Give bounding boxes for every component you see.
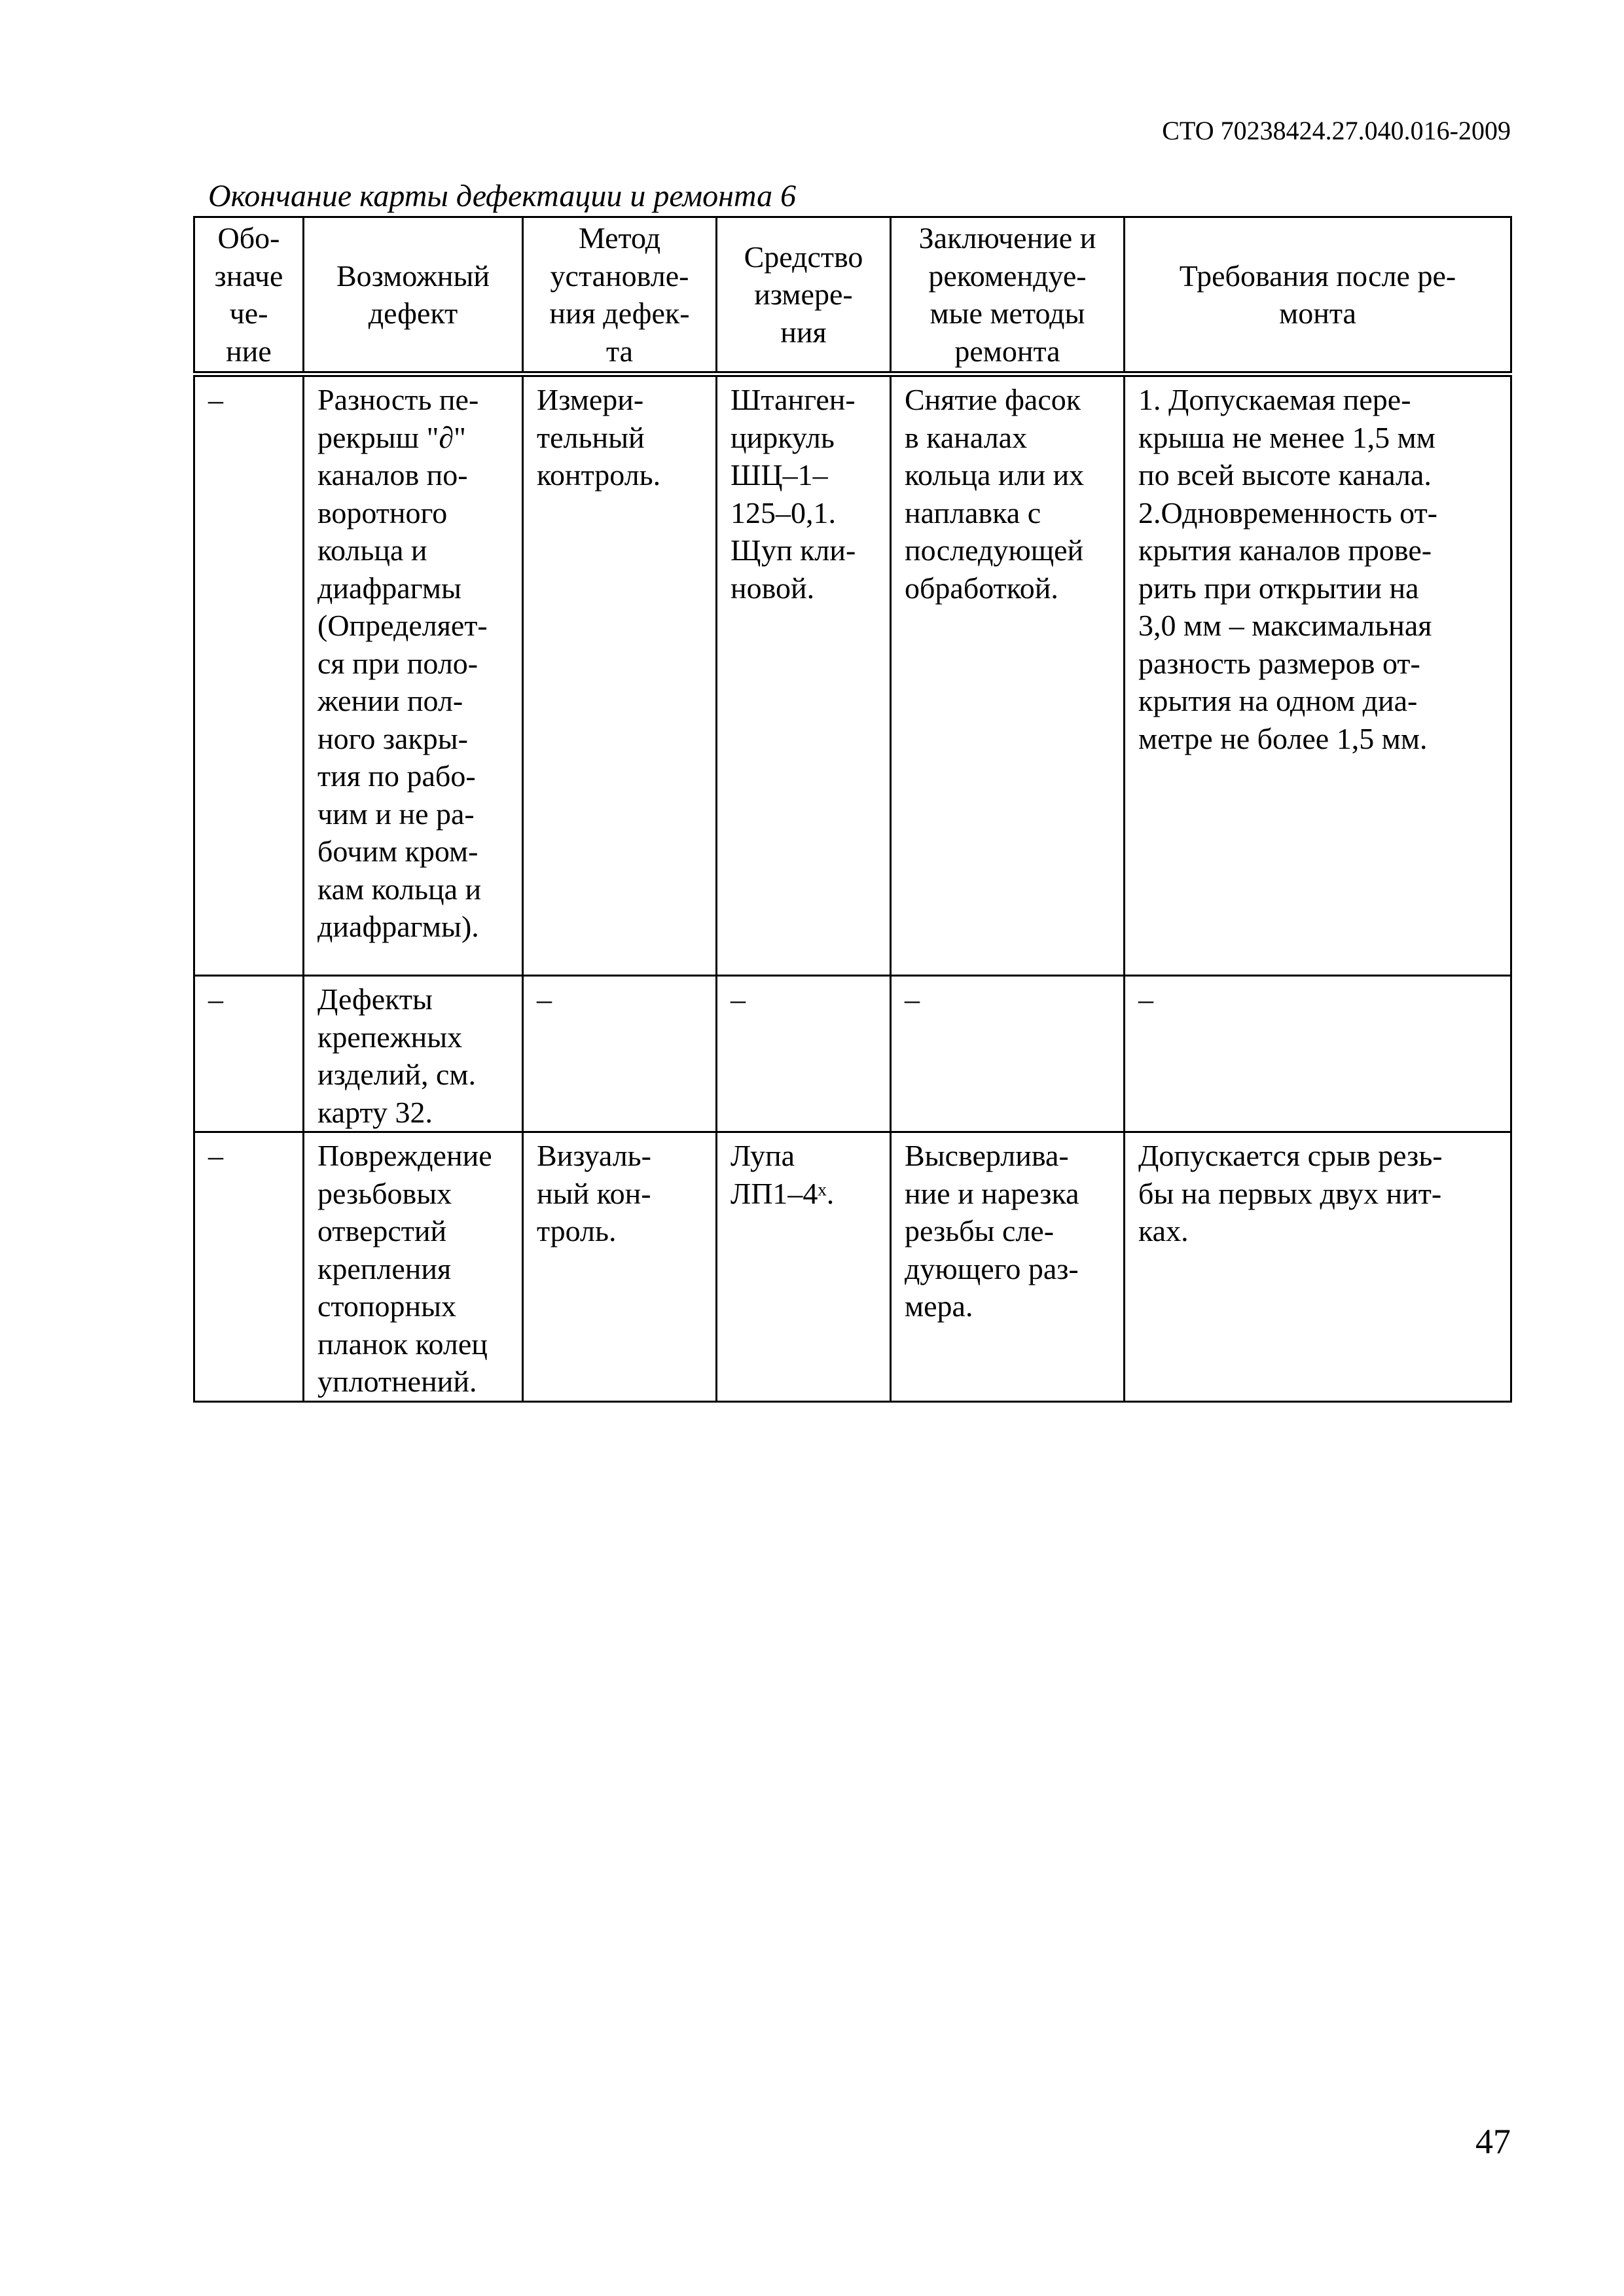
- table-row: [194, 1132, 1511, 1402]
- column-header-detection-method: Метод установле- ния дефек- та: [523, 217, 717, 374]
- column-header-post-repair-requirements: Требования после ре- монта: [1125, 217, 1511, 374]
- cell-designation: –: [194, 374, 304, 976]
- table-row: [194, 976, 1511, 1132]
- table-header-row: [194, 217, 1511, 374]
- cell-repair-recommendation: Снятие фасок в каналах кольца или их наплавка с последующей обработкой.: [891, 374, 1125, 976]
- table-row: [194, 374, 1511, 976]
- cell-post-repair-requirements: 1. Допускаемая пере- крыша не менее 1,5 мм по всей высоте канала. 2.Одновременность от- крытия каналов прове- рить при открытии на 3,0 мм – максимальная разность размеров от- крытия на одном диа- метре не более 1,5 мм.: [1125, 374, 1511, 976]
- cell-measuring-tool: Лупа ЛП1–4ˣ.: [717, 1132, 891, 1402]
- cell-measuring-tool: –: [717, 976, 891, 1132]
- cell-post-repair-requirements: Допускается срыв резь- бы на первых двух нит- ках.: [1125, 1132, 1511, 1402]
- cell-post-repair-requirements: –: [1125, 976, 1511, 1132]
- cell-repair-recommendation: Высверлива- ние и нарезка резьбы сле- дующего раз- мера.: [891, 1132, 1125, 1402]
- cell-possible-defect: Повреждение резьбовых отверстий крепления стопорных планок колец уплотнений.: [304, 1132, 523, 1402]
- table-caption: Окончание карты дефектации и ремонта 6: [208, 179, 797, 213]
- cell-detection-method: –: [523, 976, 717, 1132]
- cell-detection-method: Визуаль- ный кон- троль.: [523, 1132, 717, 1402]
- cell-measuring-tool: Штанген- циркуль ШЦ–1– 125–0,1. Щуп кли- новой.: [717, 374, 891, 976]
- cell-possible-defect: Разность пе- рекрыш "∂" каналов по- воротного кольца и диафрагмы (Определяет- ся при поло- жении пол- ного закры- тия по рабо- чим и не ра- бочим кром- кам кольца и диафрагмы).: [304, 374, 523, 976]
- column-header-possible-defect: Возможный дефект: [304, 217, 523, 374]
- column-header-repair-recommendation: Заключение и рекомендуе- мые методы ремонта: [891, 217, 1125, 374]
- cell-possible-defect: Дефекты крепежных изделий, см. карту 32.: [304, 976, 523, 1132]
- doc-code: СТО 70238424.27.040.016-2009: [1162, 116, 1511, 145]
- cell-detection-method: Измери- тельный контроль.: [523, 374, 717, 976]
- cell-designation: –: [194, 1132, 304, 1402]
- defect-table: [193, 216, 1512, 1403]
- column-header-measuring-tool: Средство измере- ния: [717, 217, 891, 374]
- cell-designation: –: [194, 976, 304, 1132]
- cell-repair-recommendation: –: [891, 976, 1125, 1132]
- page-number: 47: [1475, 2122, 1511, 2161]
- column-header-designation: Обо- значе че- ние: [194, 217, 304, 374]
